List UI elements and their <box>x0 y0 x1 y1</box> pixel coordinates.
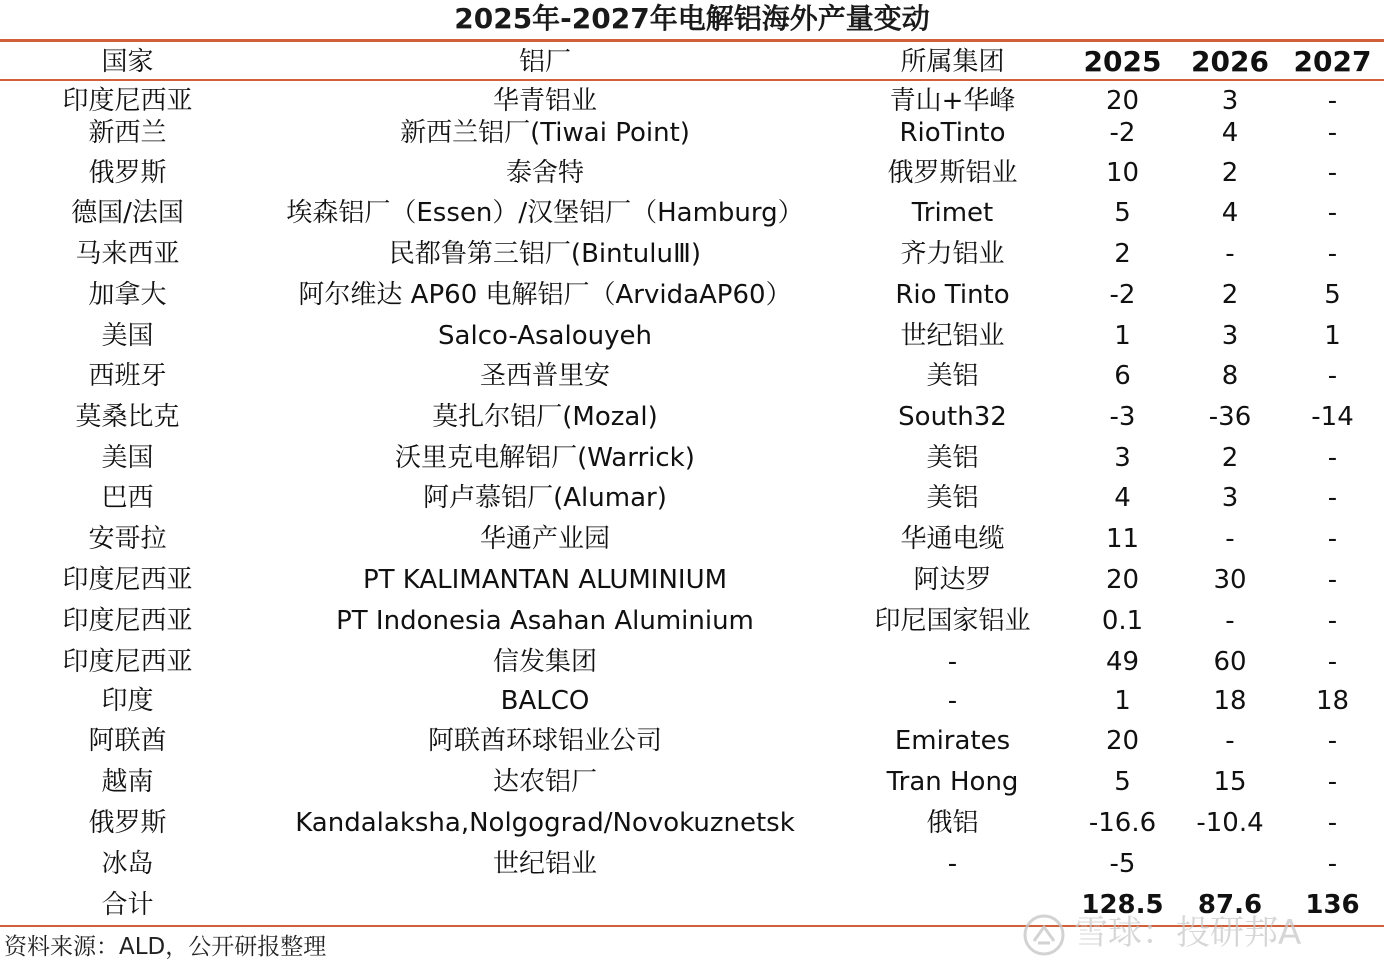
cell-2026: 4 <box>1221 198 1239 228</box>
cell-2027: - <box>1327 808 1338 838</box>
cell-group: Rio Tinto <box>895 280 1010 310</box>
cell-2026: 8 <box>1221 361 1239 391</box>
snowball-logo-icon <box>1022 913 1066 957</box>
cell-group: 美铝 <box>926 361 979 391</box>
cell-plant: BALCO <box>500 686 590 716</box>
cell-2025: -2 <box>1109 280 1136 310</box>
table-header-row <box>0 42 1384 82</box>
table-row <box>0 601 1384 641</box>
cell-2025: -2 <box>1109 118 1136 148</box>
cell-2025: 20 <box>1105 565 1140 595</box>
cell-country: 美国 <box>101 321 154 351</box>
cell-plant: PT Indonesia Asahan Aluminium <box>336 606 754 636</box>
cell-group: 俄罗斯铝业 <box>887 158 1018 188</box>
watermark-text: 雪球：投研邦A <box>1074 913 1302 953</box>
cell-2026: - <box>1225 726 1235 756</box>
cell-group: South32 <box>898 402 1007 432</box>
table-row <box>0 519 1384 559</box>
table-row <box>0 193 1384 233</box>
cell-country: 西班牙 <box>88 361 167 391</box>
table-row <box>0 438 1384 478</box>
cell-2027: - <box>1327 198 1338 228</box>
cell-2026: 15 <box>1213 767 1247 797</box>
header-2025: 2025 <box>1083 45 1162 78</box>
cell-plant: PT KALIMANTAN ALUMINIUM <box>362 565 728 595</box>
cell-group: 美铝 <box>926 483 979 513</box>
cell-2027: - <box>1327 158 1338 188</box>
cell-2026: 2 <box>1221 443 1239 473</box>
cell-2027: - <box>1327 239 1338 269</box>
cell-2027: 5 <box>1324 280 1341 310</box>
cell-group: RioTinto <box>899 118 1006 148</box>
source-note: 资料来源：ALD，公开研报整理 <box>4 934 327 960</box>
table-row <box>0 844 1384 884</box>
cell-plant: 新西兰铝厂(Tiwai Point) <box>400 118 690 148</box>
table-row <box>0 642 1384 682</box>
cell-2025: -3 <box>1109 402 1136 432</box>
cell-plant: 圣西普里安 <box>479 361 610 391</box>
cell-2025: 1 <box>1114 321 1131 351</box>
header-group: 所属集团 <box>900 47 1005 77</box>
cell-plant: 民都鲁第三铝厂(BintuluⅢ) <box>388 239 702 269</box>
table-row <box>0 803 1384 843</box>
cell-plant: Salco-Asalouyeh <box>438 321 652 351</box>
cell-country: 马来西亚 <box>75 239 180 269</box>
cell-2026: 3 <box>1221 86 1239 116</box>
cell-2026: -10.4 <box>1196 808 1264 838</box>
cell-2025: 4 <box>1114 483 1131 513</box>
cell-plant: 泰舍特 <box>505 158 584 188</box>
cell-plant: 莫扎尔铝厂(Mozal) <box>432 402 658 432</box>
cell-2027: 18 <box>1315 686 1350 716</box>
cell-2027: - <box>1327 118 1338 148</box>
table-row <box>0 153 1384 193</box>
cell-plant: 阿卢慕铝厂(Alumar) <box>423 483 667 513</box>
cell-group: 青山+华峰 <box>889 86 1016 116</box>
cell-2026: - <box>1225 239 1235 269</box>
cell-country: 安哥拉 <box>88 524 167 554</box>
cell-2026 <box>1180 844 1280 884</box>
table-row <box>0 275 1384 315</box>
cell-2025: 2 <box>1114 239 1131 269</box>
cell-plant: 沃里克电解铝厂(Warrick) <box>395 443 695 473</box>
cell-country: 冰岛 <box>101 849 154 879</box>
cell-2027: - <box>1327 483 1338 513</box>
cell-group: 华通电缆 <box>900 524 1005 554</box>
cell-2027: - <box>1327 86 1338 116</box>
cell-2027: -14 <box>1311 402 1354 432</box>
cell-plant: 世纪铝业 <box>492 849 597 879</box>
cell-country: 德国/法国 <box>71 198 184 228</box>
table-row <box>0 356 1384 396</box>
cell-2025: 0.1 <box>1101 606 1144 636</box>
cell-group: - <box>947 647 958 677</box>
table-row <box>0 234 1384 274</box>
table-row <box>0 113 1384 153</box>
cell-group: 齐力铝业 <box>900 239 1005 269</box>
cell-group: 俄铝 <box>926 808 979 838</box>
cell-plant: 华通产业园 <box>479 524 610 554</box>
cell-2027: 1 <box>1324 321 1341 351</box>
cell-2027: - <box>1327 726 1338 756</box>
cell-country: 俄罗斯 <box>88 808 167 838</box>
total-2026: 87.6 <box>1197 890 1263 920</box>
cell-2025: -16.6 <box>1088 808 1157 838</box>
cell-group: - <box>947 849 958 879</box>
header-2027: 2027 <box>1293 45 1372 78</box>
cell-2027: - <box>1327 849 1338 879</box>
watermark <box>1022 908 1301 958</box>
cell-2025: -5 <box>1109 849 1136 879</box>
cell-plant: 阿联酋环球铝业公司 <box>427 726 662 756</box>
cell-2027: - <box>1327 361 1338 391</box>
total-2027: 136 <box>1305 890 1360 920</box>
cell-2026: 3 <box>1221 321 1239 351</box>
cell-2026: 2 <box>1221 158 1239 188</box>
cell-2027: - <box>1327 565 1338 595</box>
cell-country: 印度尼西亚 <box>62 647 193 677</box>
cell-2025: 5 <box>1114 767 1131 797</box>
cell-2026: 2 <box>1221 280 1239 310</box>
cell-2025: 10 <box>1105 158 1140 188</box>
cell-2025: 5 <box>1114 198 1131 228</box>
cell-group: 印尼国家铝业 <box>874 606 1031 636</box>
cell-2026: 18 <box>1213 686 1247 716</box>
cell-plant: 信发集团 <box>492 647 597 677</box>
cell-country: 印度尼西亚 <box>62 565 193 595</box>
cell-group: Trimet <box>911 198 994 228</box>
cell-plant: 达农铝厂 <box>492 767 597 797</box>
table-row <box>0 681 1384 721</box>
cell-2025: 6 <box>1114 361 1131 391</box>
cell-2025: 3 <box>1114 443 1131 473</box>
table-row <box>0 478 1384 518</box>
cell-2026: - <box>1225 524 1235 554</box>
cell-2026: -36 <box>1208 402 1252 432</box>
table-row <box>0 721 1384 761</box>
cell-2026: - <box>1225 606 1235 636</box>
cell-plant: 埃森铝厂（Essen）/汉堡铝厂（Hamburg） <box>286 198 804 228</box>
cell-country: 印度尼西亚 <box>62 86 193 116</box>
cell-2026: 60 <box>1213 647 1247 677</box>
cell-group: Tran Hong <box>886 767 1019 797</box>
cell-country: 莫桑比克 <box>75 402 180 432</box>
table-title: 2025年-2027年电解铝海外产量变动 <box>454 2 930 35</box>
cell-country: 印度尼西亚 <box>62 606 193 636</box>
cell-2027: - <box>1327 524 1338 554</box>
cell-country: 印度 <box>101 686 154 716</box>
cell-2025: 11 <box>1105 524 1140 554</box>
cell-2027: - <box>1327 647 1338 677</box>
cell-plant: Kandalaksha,Nolgograd/Novokuznetsk <box>295 808 795 838</box>
header-country: 国家 <box>101 47 154 77</box>
cell-2025: 49 <box>1105 647 1140 677</box>
cell-2025: 20 <box>1105 86 1140 116</box>
cell-plant: 阿尔维达 AP60 电解铝厂（ArvidaAP60） <box>298 280 792 310</box>
total-label: 合计 <box>101 890 154 920</box>
cell-plant: 华青铝业 <box>492 86 597 116</box>
cell-group: 阿达罗 <box>913 565 992 595</box>
cell-group: Emirates <box>894 726 1011 756</box>
cell-country: 加拿大 <box>88 280 167 310</box>
cell-country: 阿联酋 <box>88 726 167 756</box>
cell-country: 越南 <box>101 767 154 797</box>
cell-2026: 3 <box>1221 483 1239 513</box>
cell-2026: 4 <box>1221 118 1239 148</box>
cell-country: 美国 <box>101 443 154 473</box>
cell-group: 美铝 <box>926 443 979 473</box>
cell-group: 世纪铝业 <box>900 321 1005 351</box>
cell-2027: - <box>1327 767 1338 797</box>
table-row <box>0 316 1384 356</box>
header-plant: 铝厂 <box>518 47 571 77</box>
cell-2025: 1 <box>1114 686 1131 716</box>
cell-2026: 30 <box>1213 565 1247 595</box>
table-row <box>0 560 1384 600</box>
header-2026: 2026 <box>1191 45 1269 78</box>
cell-2027: - <box>1327 606 1338 636</box>
total-2025: 128.5 <box>1081 890 1164 920</box>
cell-country: 俄罗斯 <box>88 158 167 188</box>
cell-2027: - <box>1327 443 1338 473</box>
cell-country: 巴西 <box>101 483 154 513</box>
cell-group: - <box>947 686 958 716</box>
table-row <box>0 762 1384 802</box>
cell-country: 新西兰 <box>88 118 167 148</box>
cell-2025: 20 <box>1105 726 1140 756</box>
table-row <box>0 397 1384 437</box>
